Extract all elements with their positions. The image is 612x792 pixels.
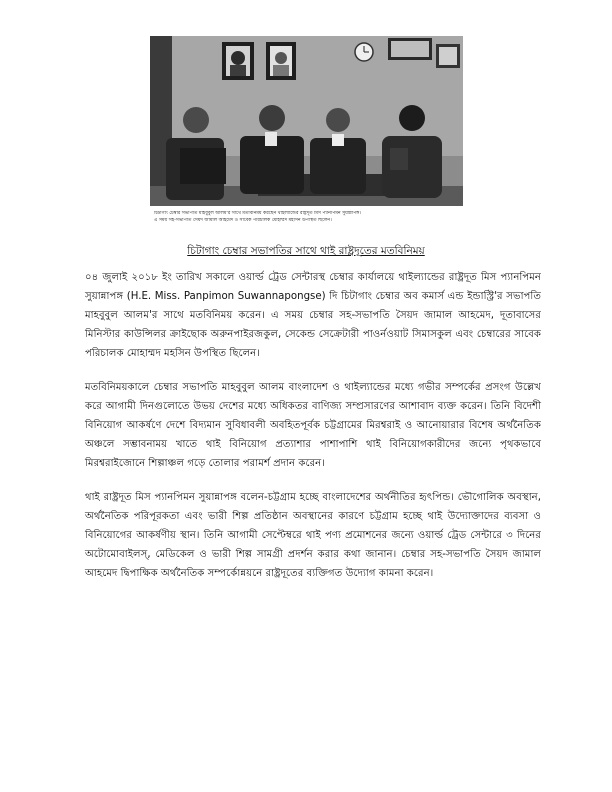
photo-caption: [150, 206, 463, 232]
caption-line: চিটাগাং চেম্বার সভাপতি মাহবুবুল আলম'র সাথে মতবিনিময় করছেন থাইল্যান্ডের রাষ্ট্রদূত মিস প্যানপিমন সুয়ান্নাপঙ্গ।: [154, 211, 361, 216]
caption-line: এ সময় সহ-সভাপতি সৈয়দ জামাল আহমেদ ও সাবেক পরিচালক মোহাম্মদ মহসিন উপস্থিত ছিলেন।: [154, 218, 332, 223]
meeting-photo-illustration: [150, 36, 463, 232]
article-paragraph: ০৪ জুলাই ২০১৮ ইং তারিখ সকালে ওয়ার্ল্ড ট্রেড সেন্টারস্থ চেম্বার কার্যালয়ে থাইল্যান্ডের রাষ্ট্রদূত মিস প্যানপিমন সুয়ান্নাপঙ্গ (H.E. Miss. Panpimon Suwannapongse) দি চিটাগাং চেম্বার অব কমার্স এন্ড ইন্ডাস্ট্রি'র সভাপতি মাহবুবুল আলম'র সাথে মতবিনিময় করেন। এ সময় চেম্বার সহ-সভাপতি সৈয়দ জামাল আহমেদ, দূতাবাসের মিনিস্টার কাউন্সিলর ক্রাইছোক অরুনপাইরজকুল, সেকেন্ড সেক্রেটারী পাওর্নওয়াট সিমাসকুল এবং চেম্বারের সাবেক পরিচালক মোহাম্মদ মহসিন উপস্থিত ছিলেন।: [85, 272, 541, 359]
article-body: [85, 268, 541, 598]
article-headline: চিটাগাং চেম্বার সভাপতির সাথে থাই রাষ্ট্রদূতের মতবিনিময়: [187, 245, 425, 257]
person-silhouette: [310, 138, 366, 194]
news-photo: [150, 36, 463, 232]
article-paragraph: মতবিনিময়কালে চেম্বার সভাপতি মাহবুবুল আলম বাংলাদেশ ও থাইল্যান্ডের মধ্যে গভীর সম্পর্কের প্রসংগ উল্লেখ করে আগামী দিনগুলোতে উভয় দেশের মধ্যে অধিকতর বাণিজ্য সম্প্রসারণের আশাবাদ ব্যক্ত করেন। তিনি বিদেশী বিনিয়োগ আকর্ষণে দেশে বিদ্যমান সুবিধাবলী অবহিতপূর্বক চট্টগ্রামের মিরশ্বরাই ও আনোয়ারার বিশেষ অর্থনৈতিক অঞ্চলে সম্ভাবনাময় খাতে থাই বিনিয়োগ প্রত্যাশার পাশাপাশি থাই বিনিয়োগকারীদের জন্যে পৃথকভাবে মিরশ্বরাইজোনে শিল্পাঞ্চল গড়ে তোলার পরামর্শ প্রদান করেন।: [85, 382, 541, 469]
article-paragraph: থাই রাষ্ট্রদূত মিস প্যানপিমন সুয়ান্নাপঙ্গ বলেন-চট্টগ্রাম হচ্ছে বাংলাদেশের অর্থনীতির হৃৎপিন্ড। ভৌগোলিক অবস্থান, অর্থনৈতিক পরিপূরকতা এবং ভারী শিল্প প্রতিষ্ঠান অবস্থানের কারণে চট্টগ্রাম হচ্ছে থাই উদ্যোক্তাদের ব্যবসা ও বিনিয়োগের আকর্ষণীয় স্থান। তিনি আগামী সেপ্টেম্বরে থাই পণ্য প্রমোশনের জন্যে ওয়ার্ল্ড ট্রেড সেন্টারে ৩ দিনের অটোমোবাইলস্, মেডিকেল ও ভারী শিল্প সামগ্রী প্রদর্শন করার কথা জানান। চেম্বার সহ-সভাপতি সৈয়দ জামাল আহমেদ দ্বিপাক্ষিক অর্থনৈতিক সম্পর্কোন্নয়নে রাষ্ট্রদূতের ব্যক্তিগত উদ্যোগ কামনা করেন।: [85, 492, 541, 579]
